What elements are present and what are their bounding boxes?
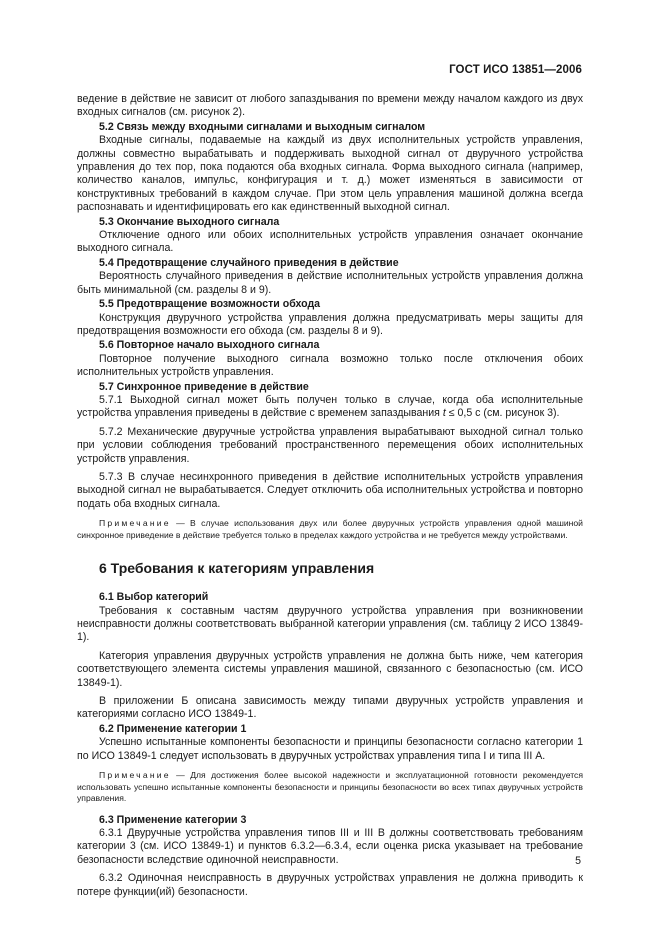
note-text: — Для достижения более высокой надежности и эксплуатационной готовности рекомендуется использовать успешно испытанные компоненты безопасности и принципы безопасности во всех типах двуручных устройств управления. xyxy=(77,770,583,804)
text-5-7-1-start: 5.7.1 Выходной сигнал может быть получен только в случае, когда оба исполнительные устройства управления приведены в действие с временем запаздывания xyxy=(77,393,583,420)
heading-section-6: 6 Требования к категориям управления xyxy=(99,560,375,577)
heading-6-2: 6.2 Применение категории 1 xyxy=(99,722,247,735)
page-number: 5 xyxy=(575,855,581,867)
paragraph-6-2: Успешно испытанные компоненты безопасности и принципы безопасности согласно категории 1 по ИСО 13849-1 следует использовать в двуручных устройствах управления типа I и типа III А. xyxy=(77,736,583,762)
variable-t: t xyxy=(442,407,446,420)
heading-5-4: 5.4 Предотвращение случайного приведения в действие xyxy=(99,256,399,269)
heading-5-6: 5.6 Повторное начало выходного сигнала xyxy=(99,339,320,352)
heading-6-1: 6.1 Выбор категорий xyxy=(99,591,209,604)
paragraph-6-3-2: 6.3.2 Одиночная неисправность в двуручных устройствах управления не должна приводить к потере функции(ий) безопасности. xyxy=(77,872,583,898)
heading-5-3: 5.3 Окончание выходного сигнала xyxy=(99,215,280,228)
paragraph-6-1-c: В приложении Б описана зависимость между типами двуручных устройств управления и категориями согласно ИСО 13849-1. xyxy=(77,695,583,721)
note-6-2 xyxy=(77,770,583,805)
note-label: Примечание xyxy=(99,518,171,529)
paragraph-5-6: Повторное получение выходного сигнала возможно только после отключения обоих исполнительных устройств управления. xyxy=(77,352,583,379)
heading-6-3: 6.3 Применение категории 3 xyxy=(99,813,247,826)
paragraph-intro: ведение в действие не зависит от любого запаздывания по времени между началом каждого из двух входных сигналов (см. рисунок 2). xyxy=(77,93,583,119)
note-5-7 xyxy=(77,518,583,541)
paragraph-5-4: Вероятность случайного приведения в действие исполнительных устройств управления должна быть минимальной (см. разделы 8 и 9). xyxy=(77,270,583,296)
document-header: ГОСТ ИСО 13851—2006 xyxy=(449,64,582,76)
paragraph-6-1-b: Категория управления двуручных устройств управления не должна быть ниже, чем категория соответствующего элемента системы управления машиной, связанного с безопасностью (см. ИСО 13849-1). xyxy=(77,649,583,689)
document-body xyxy=(77,93,583,899)
note-label: Примечание xyxy=(99,770,171,781)
paragraph-6-3-1: 6.3.1 Двуручные устройства управления типов III и III В должны соответствовать требованиям категории 3 (см. ИСО 13849-1) и пунктов 6.3.2—6.3.4, если оценка риска указывает на требование безопасности вследствие одиночной неисправности. xyxy=(77,826,583,866)
text-5-7-1-end: ≤ 0,5 с (см. рисунок 3). xyxy=(445,407,560,420)
paragraph-5-3: Отключение одного или обоих исполнительных устройств управления означает окончание выходного сигнала. xyxy=(77,229,583,255)
paragraph-5-5: Конструкция двуручного устройства управления должна предусматривать меры защиты для предотвращения возможности его обхода (см. разделы 8 и 9). xyxy=(77,311,583,337)
heading-5-2: 5.2 Связь между входными сигналами и выходным сигналом xyxy=(99,120,426,133)
paragraph-5-7-1 xyxy=(77,394,583,421)
heading-5-7: 5.7 Синхронное приведение в действие xyxy=(99,380,309,393)
paragraph-5-2: Входные сигналы, подаваемые на каждый из двух исполнительных устройств управления, должны совместно вырабатывать и поддерживать выходной сигнал от двуручного устройства управления до тех пор, пока подаются оба входных сигнала. Форма выходного сигнала (например, количество каналов, импульс, конфигурация и т. д.) может изменяться в зависимости от конструктивных требований в каждом случае. При этом цель управления машиной должна всегда распознавать и идентифицировать его как единственный выходной сигнал. xyxy=(77,134,583,214)
paragraph-5-7-2: 5.7.2 Механические двуручные устройства управления вырабатывают выходной сигнал только при условии соблюдения требований пространственного перемещения обоих исполнительных устройств управления. xyxy=(77,425,583,465)
paragraph-6-1-a: Требования к составным частям двуручного устройства управления при возникновении неисправности должны соответствовать выбранной категории управления (см. таблицу 2 ИСО 13849-1). xyxy=(77,604,583,644)
note-text: — В случае использования двух или более двуручных устройств управления одной машиной синхронное приведение в действие требуется только в пределах каждого устройства и не требуется между устройствами. xyxy=(77,518,583,540)
heading-5-5: 5.5 Предотвращение возможности обхода xyxy=(99,298,321,311)
paragraph-5-7-3: 5.7.3 В случае несинхронного приведения в действие исполнительных устройств управления выходной сигнал не вырабатывается. Следует отключить оба исполнительных устройства и повторно подать оба входных сигнала. xyxy=(77,470,583,510)
